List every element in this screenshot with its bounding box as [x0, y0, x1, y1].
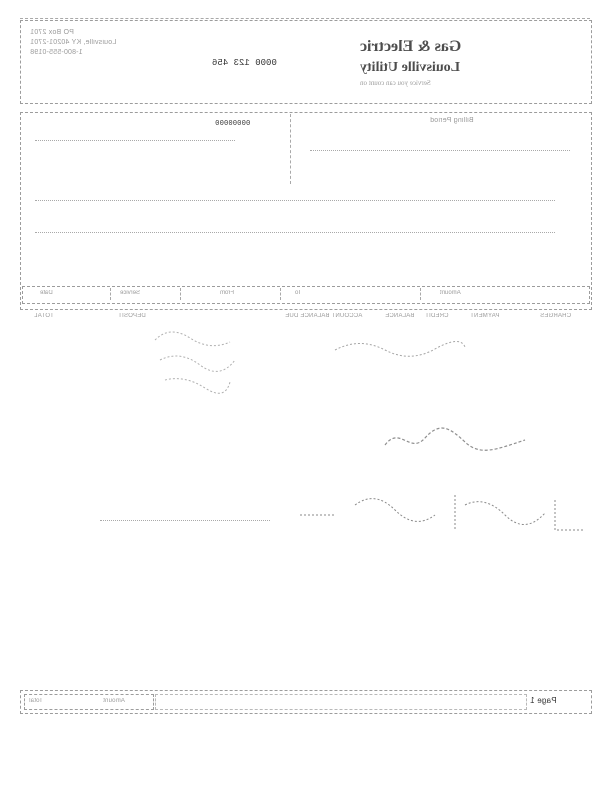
return-address [30, 28, 116, 58]
company-line-2: Louisville Utility [360, 60, 460, 75]
customer-number-text: 0000 123 456 [212, 58, 277, 68]
strip-cell: Date [40, 290, 53, 296]
ledger-line [310, 150, 570, 151]
amount-label: Amount [103, 698, 125, 704]
page-number: Page 1 [530, 696, 557, 705]
strip-cell: Amount [440, 290, 461, 296]
scan-number-text: 00000000 [215, 120, 251, 128]
handwriting-guide [100, 520, 270, 521]
strip-divider [180, 288, 181, 300]
company-line-1: Gas & Electric [360, 38, 462, 55]
tagline: Service you can count on [360, 79, 431, 87]
customer-number [212, 58, 277, 68]
footer-cap: CREDIT [425, 313, 449, 319]
address-line: PO Box 2701 [30, 29, 74, 36]
ledger-line [35, 200, 555, 201]
stamp-scribble [150, 320, 240, 400]
period-label-text: Billing Period [430, 117, 474, 124]
strip-cell: From [220, 290, 234, 296]
footer-cap: PAYMENT [470, 313, 500, 319]
handwritten-note [330, 335, 470, 365]
strip-divider [420, 288, 421, 300]
handwriting-line [295, 485, 595, 545]
column-divider [290, 114, 291, 184]
ledger-line [35, 232, 555, 233]
total-label: Total [29, 698, 43, 704]
footer-cap: BALANCE [385, 313, 415, 319]
remittance-box [155, 694, 527, 710]
strip-divider [280, 288, 281, 300]
strip-cell: To [295, 290, 302, 296]
ledger-line [35, 140, 235, 141]
footer-cap: CHARGES [540, 313, 572, 319]
footer-cap: TOTAL [34, 313, 54, 319]
top-rule [20, 18, 590, 19]
scan-number [215, 120, 250, 128]
ledger-frame [20, 112, 592, 310]
signature [380, 420, 530, 460]
period-label [430, 117, 474, 124]
totals-box [24, 694, 154, 710]
address-line: 1-800-555-0198 [30, 49, 83, 56]
address-line: Louisville, KY 40201-2701 [30, 39, 117, 46]
strip-cell: Service [120, 290, 141, 296]
strip-divider [110, 288, 111, 300]
footer-cap: ACCOUNT BALANCE DUE [285, 313, 363, 319]
company-logo [360, 38, 461, 87]
footer-cap: DEPOSIT [118, 313, 146, 319]
summary-strip [22, 286, 590, 304]
